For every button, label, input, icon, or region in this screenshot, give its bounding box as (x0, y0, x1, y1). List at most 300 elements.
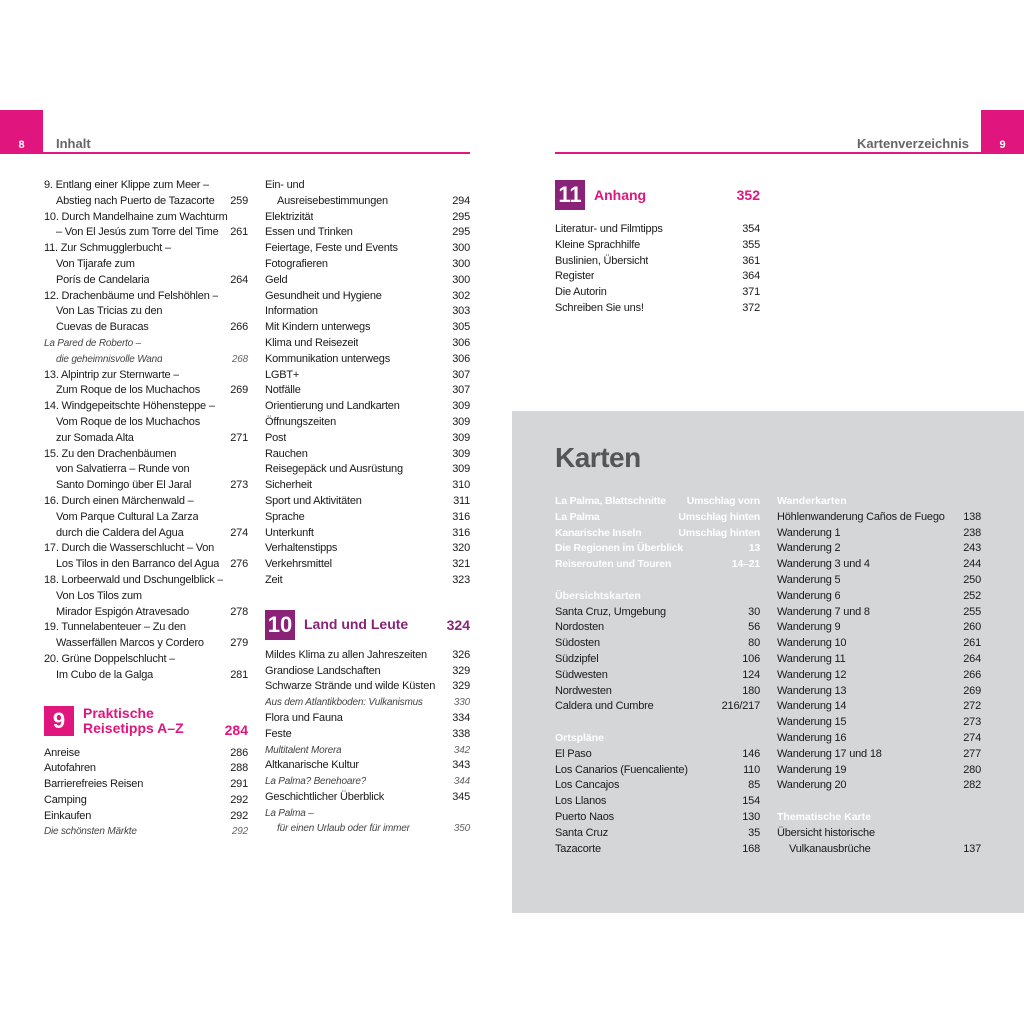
entry-page: 269 (230, 384, 248, 397)
toc-entry (555, 222, 760, 238)
toc-entry (555, 652, 760, 668)
toc-entry (555, 794, 760, 810)
section-heading: Ortspläne (555, 731, 605, 744)
entry-title: Aus dem Atlantikboden: Vulkanismus (265, 697, 423, 709)
entry-title: 18. Lorbeerwald und Dschungelblick – (44, 573, 224, 586)
toc-entry (555, 620, 760, 636)
entry-title: durch die Caldera del Agua (56, 526, 184, 539)
toc-entry (44, 273, 248, 289)
toc-entry (777, 668, 981, 684)
entry-title: Wanderung 2 (777, 542, 841, 555)
toc-entry (44, 620, 248, 636)
entry-title: Von Las Tricias zu den (56, 305, 163, 318)
entry-title: Santa Cruz (555, 826, 609, 839)
entry-title: Mirador Espigón Atravesado (56, 605, 189, 618)
entry-title: La Palma? Benehoare? (265, 776, 367, 788)
toc-entry (555, 541, 760, 557)
chapter-heading (555, 178, 760, 212)
toc-entry (44, 257, 248, 273)
toc-entry (265, 415, 470, 431)
entry-title: Notfälle (265, 384, 301, 397)
entry-title: Register (555, 270, 595, 283)
entry-title: Höhlenwanderung Caños de Fuego (777, 510, 945, 523)
entry-title: 20. Grüne Doppelschlucht – (44, 652, 176, 665)
chapter-title-line: Reisetipps A–Z (83, 719, 184, 736)
toc-entry (265, 790, 470, 806)
entry-title: Kanarische Inseln (555, 526, 642, 539)
entry-page: 255 (963, 605, 981, 618)
entry-title: von Salvatierra – Runde von (56, 463, 190, 476)
entry-page: 85 (748, 779, 760, 792)
toc-entry (777, 526, 981, 542)
entry-page: 371 (742, 286, 760, 299)
entry-page: 276 (230, 558, 248, 571)
entry-page: 282 (963, 779, 981, 792)
toc-entry (265, 648, 470, 664)
chapter-title-line: Praktische (83, 704, 154, 721)
entry-title: 16. Durch einen Märchenwald – (44, 494, 194, 507)
entry-title: Wanderung 13 (777, 684, 847, 697)
toc-entry (777, 510, 981, 526)
entry-title: Schreiben Sie uns! (555, 301, 644, 314)
maps-list (555, 494, 760, 857)
toc-entry (777, 573, 981, 589)
maps-column (555, 494, 760, 857)
entry-title: 12. Drachenbäume und Felshöhlen – (44, 289, 219, 302)
entry-page: 329 (452, 664, 470, 677)
entry-page: 292 (231, 826, 248, 838)
toc-entry (777, 747, 981, 763)
toc-entry (265, 478, 470, 494)
toc-entry (44, 541, 248, 557)
toc-entry (44, 462, 248, 478)
entry-page: 274 (230, 526, 248, 539)
section-heading: Thematische Karte (777, 810, 871, 823)
entry-page: 261 (963, 637, 981, 650)
entry-page: 300 (452, 257, 470, 270)
chapter-page: 284 (224, 721, 248, 738)
entry-page: 302 (452, 289, 470, 302)
entry-page: 252 (963, 589, 981, 602)
toc-entry (555, 684, 760, 700)
toc-entry (44, 289, 248, 305)
toc-entry (44, 194, 248, 210)
entry-page: 305 (452, 321, 470, 334)
maps-title: Karten (555, 442, 641, 473)
toc-entry (265, 273, 470, 289)
maps-column (777, 494, 981, 857)
toc-list (555, 222, 760, 317)
entry-page: 272 (963, 700, 981, 713)
entry-page: 261 (230, 226, 248, 239)
entry-page: 168 (742, 842, 760, 855)
entry-title: Wanderung 16 (777, 731, 847, 744)
entry-title: Die Autorin (555, 286, 607, 299)
toc-entry (265, 664, 470, 680)
entry-page: 323 (452, 573, 470, 586)
page-number-tab (981, 110, 1024, 154)
entry-page: 13 (748, 542, 760, 555)
toc-entry (265, 462, 470, 478)
entry-page: 309 (452, 415, 470, 428)
entry-page: 338 (452, 727, 470, 740)
toc-entry (44, 431, 248, 447)
toc-entry (777, 826, 981, 842)
toc-entry (555, 238, 760, 254)
entry-page: 30 (748, 605, 760, 618)
entry-title: Santo Domingo über El Jaral (56, 479, 192, 492)
entry-title: Elektrizität (265, 210, 314, 223)
entry-page: 271 (230, 431, 248, 444)
toc-entry (265, 526, 470, 542)
entry-title: Fotografieren (265, 257, 328, 270)
toc-entry (555, 254, 760, 270)
toc-list (265, 648, 470, 838)
entry-page: 259 (230, 194, 248, 207)
entry-title: Autofahren (44, 762, 96, 775)
toc-entry (44, 777, 248, 793)
entry-page: 326 (452, 648, 470, 661)
entry-page: 266 (963, 668, 981, 681)
entry-title: Post (265, 431, 287, 444)
entry-title: Feiertage, Feste und Events (265, 242, 398, 255)
entry-page: 320 (452, 542, 470, 555)
toc-entry (44, 478, 248, 494)
entry-title: Rauchen (265, 447, 308, 460)
entry-page: 80 (748, 637, 760, 650)
entry-title: Kleine Sprachhilfe (555, 238, 641, 251)
toc-entry (265, 447, 470, 463)
entry-page: 311 (453, 494, 470, 507)
entry-page: 309 (452, 447, 470, 460)
toc-entry (265, 352, 470, 368)
entry-title: LGBT+ (265, 368, 300, 381)
entry-page: 35 (748, 826, 760, 839)
entry-page: 291 (230, 778, 248, 791)
toc-entry (265, 573, 470, 589)
entry-title: Wanderung 5 (777, 573, 841, 586)
chapter-number: 9 (44, 706, 74, 736)
chapter-title: Land und Leute (304, 616, 409, 633)
toc-entry (777, 652, 981, 668)
entry-page: 281 (230, 668, 248, 681)
entry-page: 288 (230, 762, 248, 775)
entry-page: 273 (963, 716, 981, 729)
entry-title: Caldera und Cumbre (555, 700, 654, 713)
toc-entry (777, 605, 981, 621)
entry-title: La Pared de Roberto – (44, 337, 141, 349)
entry-title: Los Cancajos (555, 779, 620, 792)
entry-title: Anreise (44, 746, 80, 759)
entry-page: 180 (742, 684, 760, 697)
entry-title: La Palma – (265, 807, 314, 819)
entry-title: Flora und Fauna (265, 711, 343, 724)
toc-column (265, 178, 470, 837)
entry-title: Los Canarios (Fuencaliente) (555, 763, 688, 776)
page-number: 8 (18, 139, 25, 151)
toc-entry (777, 763, 981, 779)
entry-title: 11. Zur Schmugglerbucht – (44, 242, 171, 255)
toc-entry (265, 289, 470, 305)
spacer (555, 715, 760, 731)
entry-page: 309 (452, 431, 470, 444)
toc-entry (555, 699, 760, 715)
entry-page: 292 (230, 793, 248, 806)
entry-page: 310 (452, 479, 470, 492)
entry-title: Die Regionen im Überblick (555, 542, 684, 555)
entry-title: – Von El Jesús zum Torre del Time (56, 226, 219, 239)
entry-title: Südosten (555, 637, 600, 650)
toc-entry (44, 415, 248, 431)
toc-entry (555, 747, 760, 763)
toc-entry (555, 301, 760, 317)
entry-title: 10. Durch Mandelhaine zum Wachturm (44, 210, 228, 223)
toc-entry (44, 241, 248, 257)
entry-title: Wanderung 20 (777, 779, 847, 792)
entry-title: La Palma (555, 510, 600, 523)
toc-entry (44, 399, 248, 415)
entry-title: Multitalent Morera (265, 744, 342, 756)
page-number: 9 (999, 139, 1006, 151)
toc-entry (265, 257, 470, 273)
entry-page: 343 (452, 759, 470, 772)
entry-title: El Paso (555, 747, 592, 760)
entry-title: 17. Durch die Wasserschlucht – Von (44, 542, 215, 555)
toc-entry (555, 636, 760, 652)
entry-title: Puerto Naos (555, 810, 614, 823)
toc-entry (265, 821, 470, 837)
entry-page: 316 (452, 510, 470, 523)
toc-entry (44, 668, 248, 684)
toc-entry (265, 679, 470, 695)
entry-page: 264 (230, 273, 248, 286)
toc-entry (777, 842, 981, 858)
toc-entry (265, 774, 470, 790)
toc-entry (265, 743, 470, 759)
entry-page: 238 (963, 526, 981, 539)
appendix-section (555, 178, 760, 317)
entry-title: Barrierefreies Reisen (44, 778, 144, 791)
entry-page: 286 (230, 746, 248, 759)
entry-page: 309 (452, 400, 470, 413)
entry-page: 306 (452, 352, 470, 365)
entry-title: zur Somada Alta (56, 431, 134, 444)
entry-title: Wanderung 17 und 18 (777, 747, 882, 760)
toc-entry (265, 541, 470, 557)
toc-list (44, 178, 248, 684)
toc-entry (555, 557, 760, 573)
toc-entry (44, 652, 248, 668)
entry-page: 372 (742, 301, 760, 314)
header-rule (43, 152, 470, 154)
chapter-number: 10 (265, 610, 295, 640)
toc-entry (44, 336, 248, 352)
entry-page: 307 (452, 368, 470, 381)
entry-page: 106 (742, 652, 760, 665)
toc-entry (44, 793, 248, 809)
toc-entry (777, 620, 981, 636)
entry-page: 307 (452, 384, 470, 397)
entry-title: Wanderung 15 (777, 716, 847, 729)
toc-entry (265, 194, 470, 210)
entry-title: Essen und Trinken (265, 226, 353, 239)
entry-title: Orientierung und Landkarten (265, 400, 400, 413)
entry-title: Wanderung 1 (777, 526, 841, 539)
entry-title: Nordwesten (555, 684, 612, 697)
entry-page: 244 (963, 558, 981, 571)
toc-entry (44, 494, 248, 510)
entry-title: Im Cubo de la Galga (56, 668, 154, 681)
running-header: Kartenverzeichnis (857, 136, 969, 151)
entry-page: 130 (742, 810, 760, 823)
toc-entry (44, 368, 248, 384)
running-header: Inhalt (56, 136, 91, 151)
entry-page: 330 (453, 697, 470, 709)
entry-title: Feste (265, 727, 292, 740)
toc-entry (777, 636, 981, 652)
entry-title: Wanderung 19 (777, 763, 847, 776)
entry-page: 364 (742, 270, 760, 283)
toc-entry (265, 225, 470, 241)
entry-page: 350 (453, 823, 470, 835)
toc-entry (44, 589, 248, 605)
chapter-number: 11 (555, 180, 585, 210)
toc-entry (44, 824, 248, 840)
toc-entry (44, 447, 248, 463)
entry-title: Schwarze Strände und wilde Küsten (265, 680, 436, 693)
toc-entry (44, 352, 248, 368)
entry-title: Sprache (265, 510, 305, 523)
entry-title: Kommunikation unterwegs (265, 352, 391, 365)
toc-entry (555, 778, 760, 794)
entry-page: 110 (743, 763, 760, 776)
entry-page: 277 (963, 747, 981, 760)
toc-entry (777, 589, 981, 605)
toc-list (44, 746, 248, 841)
toc-entry (265, 494, 470, 510)
entry-title: Ein- und (265, 179, 305, 191)
entry-title: Wanderung 9 (777, 621, 841, 634)
toc-entry (265, 399, 470, 415)
entry-title: 14. Windgepeitschte Höhensteppe – (44, 400, 215, 413)
entry-page: 266 (230, 321, 248, 334)
entry-title: Wanderung 7 und 8 (777, 605, 870, 618)
entry-title: Buslinien, Übersicht (555, 254, 649, 267)
entry-page: 146 (742, 747, 760, 760)
entry-title: Von Tijarafe zum (56, 257, 135, 270)
toc-entry (265, 210, 470, 226)
entry-page: 361 (742, 254, 760, 267)
toc-entry (555, 605, 760, 621)
toc-entry (555, 826, 760, 842)
entry-title: Ausreisebestimmungen (277, 194, 388, 207)
entry-page: 316 (452, 526, 470, 539)
entry-page: 355 (742, 238, 760, 251)
toc-entry (555, 810, 760, 826)
toc-entry (44, 304, 248, 320)
entry-title: 19. Tunnelabenteuer – Zu den (44, 621, 186, 634)
toc-entry (44, 210, 248, 226)
entry-page: 264 (963, 652, 981, 665)
entry-title: Wanderung 14 (777, 700, 847, 713)
toc-entry (265, 431, 470, 447)
entry-title: Einkaufen (44, 809, 92, 822)
entry-page: 280 (963, 763, 981, 776)
toc-entry (777, 541, 981, 557)
entry-page: Umschlag hinten (678, 526, 760, 539)
toc-entry (777, 778, 981, 794)
entry-title: Zum Roque de los Muchachos (56, 384, 200, 397)
entry-title: Reiserouten und Touren (555, 558, 672, 571)
toc-column (44, 178, 248, 840)
entry-title: Wanderung 12 (777, 668, 847, 681)
spacer (555, 573, 760, 589)
toc-entry (44, 636, 248, 652)
toc-entry (265, 336, 470, 352)
toc-entry (555, 763, 760, 779)
toc-entry (555, 269, 760, 285)
entry-page: 14–21 (731, 558, 760, 571)
toc-entry (44, 557, 248, 573)
entry-title: Südwesten (555, 668, 608, 681)
entry-title: 15. Zu den Drachenbäumen (44, 447, 177, 460)
entry-page: 354 (742, 223, 760, 235)
chapter-heading (265, 608, 470, 642)
chapter-page: 324 (446, 616, 470, 633)
entry-title: Literatur- und Filmtipps (555, 223, 663, 235)
entry-title: Abstieg nach Puerto de Tazacorte (56, 194, 215, 207)
toc-entry (44, 809, 248, 825)
toc-entry (265, 711, 470, 727)
entry-page: 303 (452, 305, 470, 318)
entry-title: La Palma, Blattschnitte (555, 495, 666, 507)
entry-page: 260 (963, 621, 981, 634)
entry-title: die geheimnisvolle Wand (56, 353, 163, 365)
entry-title: Information (265, 305, 318, 318)
entry-title: Die schönsten Märkte (44, 826, 137, 838)
entry-page: 216/217 (721, 700, 760, 713)
entry-title: Sport und Aktivitäten (265, 494, 362, 507)
toc-entry (265, 758, 470, 774)
entry-title: Gesundheit und Hygiene (265, 289, 382, 302)
entry-title: Mildes Klima zu allen Jahreszeiten (265, 648, 427, 661)
toc-entry (265, 557, 470, 573)
entry-title: Los Llanos (555, 795, 607, 808)
entry-page: 344 (453, 776, 470, 788)
entry-page: 269 (963, 684, 981, 697)
toc-entry (265, 368, 470, 384)
entry-page: 342 (453, 744, 470, 756)
entry-page: 273 (230, 479, 248, 492)
entry-title: Altkanarische Kultur (265, 759, 359, 772)
entry-page: 137 (963, 842, 981, 855)
entry-title: Wanderung 6 (777, 589, 841, 602)
toc-entry (265, 695, 470, 711)
entry-page: 278 (230, 605, 248, 618)
entry-title: Cuevas de Buracas (56, 321, 149, 334)
entry-title: Klima und Reisezeit (265, 336, 359, 349)
entry-page: 321 (452, 558, 470, 571)
toc-entry (555, 510, 760, 526)
toc-entry (265, 510, 470, 526)
entry-page: 300 (452, 242, 470, 255)
entry-title: Reisegepäck und Ausrüstung (265, 463, 403, 476)
entry-page: 138 (963, 510, 981, 523)
entry-title: Tazacorte (555, 842, 601, 855)
entry-page: Umschlag vorn (686, 495, 760, 507)
entry-page: 279 (230, 637, 248, 650)
entry-title: Wanderung 3 und 4 (777, 558, 870, 571)
